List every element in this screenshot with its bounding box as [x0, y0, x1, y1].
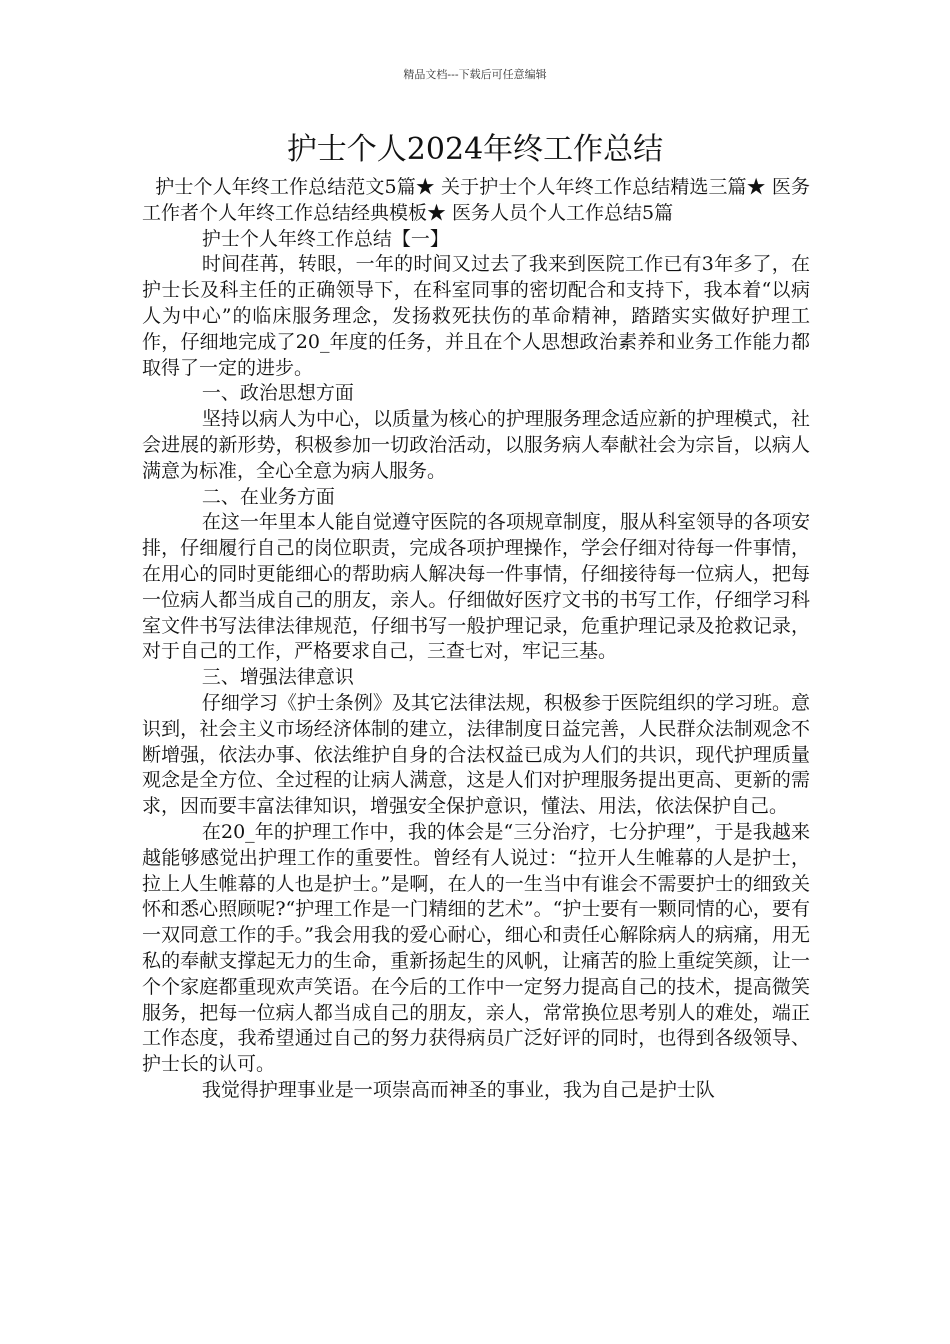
document-title: 护士个人2024年终工作总结 [286, 132, 664, 167]
heading-business: 二、在业务方面 [201, 485, 335, 508]
paragraph-2: 坚持以病人为中心，以质量为核心的护理服务理念适应新的护理模式，社会进展的新形势，积极参加一切政治活动，以服务病人奉献社会为宗旨，以病人满意为标准，全心全意为病人服务。 [142, 408, 810, 482]
paragraph-5: 在20_年的护理工作中，我的体会是“三分治疗，七分护理”，于是我越来越能够感觉出护理工作的重要性。曾经有人说过：“拉开人生帷幕的人是护士，拉上人生帷幕的人也是护士。”是啊，在人的一生当中有谁会不需要护士的细致关怀和悉心照顾呢?“护理工作是一门精细的艺术”。“护士要有一颗同情的心，要有一双同意工作的手。”我会用我的爱心耐心，细心和责任心解除病人的病痛，用无私的奉献支撑起无力的生命，重新扬起生的风帆，让痛苦的脸上重绽笑颜，让一个个家庭都重现欢声笑语。在今后的工作中一定努力提高自己的技术，提高微笑服务，把每一位病人都当成自己的朋友，亲人，常常换位思考别人的难处，端正工作态度，我希望通过自己的努力获得病员广泛好评的同时，也得到各级领导、护士长的认可。 [142, 820, 810, 1076]
paragraph-4: 仔细学习《护士条例》及其它法律法规，积极参于医院组织的学习班。意识到，社会主义市场经济体制的建立，法律制度日益完善，人民群众法制观念不断增强，依法办事、依法维护自身的合法权益已成为人们的共识，现代护理质量观念是全方位、全过程的让病人满意，这是人们对护理服务提出更高、更新的需求，因而要丰富法律知识，增强安全保护意识，懂法、用法，依法保护自己。 [142, 691, 810, 818]
section-label: 护士个人年终工作总结【一】 [201, 227, 449, 250]
heading-legal: 三、增强法律意识 [201, 666, 354, 689]
paragraph-1: 时间荏苒，转眼，一年的时间又过去了我来到医院工作已有3年多了，在护士长及科主任的正确领导下，在科室同事的密切配合和支持下，我本着“以病人为中心”的临床服务理念，发扬救死扶伤的革命精神，踏踏实实做好护理工作，仔细地完成了20_年度的任务，并且在个人思想政治素养和业务工作能力都取得了一定的进步。 [142, 253, 810, 379]
intro-paragraph: 护士个人年终工作总结范文5篇★ 关于护士个人年终工作总结精选三篇★ 医务工作者个人年终工作总结经典模板★ 医务人员个人工作总结5篇 [142, 176, 810, 224]
heading-political: 一、政治思想方面 [201, 382, 354, 405]
header-note: 精品文档---下载后可任意编辑 [403, 68, 547, 81]
paragraph-3: 在这一年里本人能自觉遵守医院的各项规章制度，服从科室领导的各项安排，仔细履行自己的岗位职责，完成各项护理操作，学会仔细对待每一件事情，在用心的同时更能细心的帮助病人解决每一件事情，仔细接待每一位病人，把每一位病人都当成自己的朋友，亲人。仔细做好医疗文书的书写工作，仔细学习科室文件书写法律法律规范，仔细书写一般护理记录，危重护理记录及抢救记录，对于自己的工作，严格要求自己，三查七对，牢记三基。 [142, 511, 810, 663]
paragraph-6: 我觉得护理事业是一项崇高而神圣的事业，我为自己是护士队 [201, 1078, 715, 1101]
document-body [142, 175, 810, 1104]
